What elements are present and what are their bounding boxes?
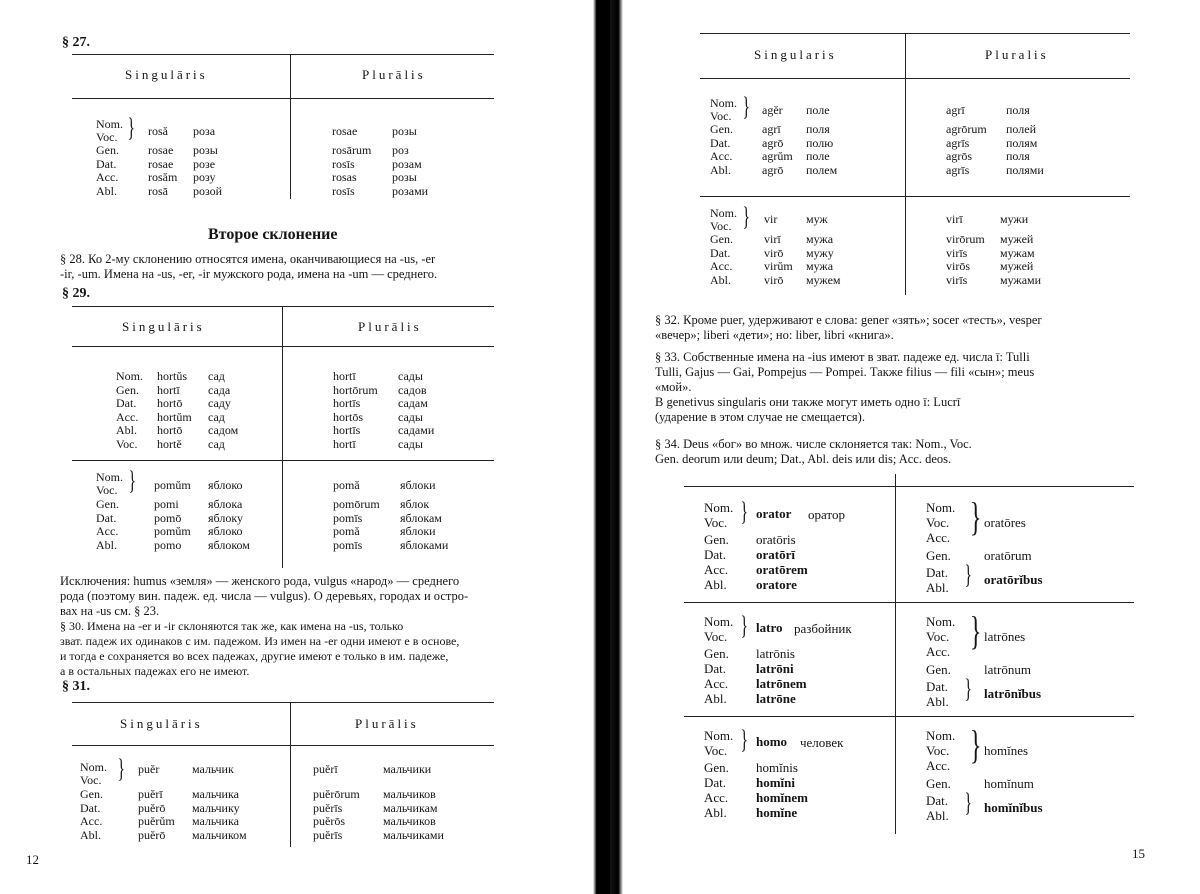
form: pomōrum bbox=[333, 497, 380, 511]
translation: мужей bbox=[1000, 232, 1034, 246]
case-label: Abl. bbox=[926, 694, 949, 709]
page-number: 12 bbox=[26, 852, 39, 867]
form: agrŭm bbox=[762, 149, 793, 163]
table-rule bbox=[72, 346, 494, 347]
case-label: Nom. bbox=[926, 500, 956, 515]
brace: } bbox=[740, 725, 748, 754]
case-label: Voc. bbox=[704, 743, 728, 758]
form: rosăm bbox=[148, 170, 178, 184]
table-rule bbox=[72, 54, 494, 55]
case-label: Acc. bbox=[80, 814, 103, 828]
form: homĭnis bbox=[756, 760, 798, 775]
translation: полями bbox=[1006, 162, 1044, 177]
translation: мальчика bbox=[192, 814, 239, 828]
form: hortī bbox=[157, 382, 180, 397]
form: homĭnĭbus bbox=[984, 800, 1043, 815]
table-rule bbox=[684, 716, 1134, 717]
table-rule bbox=[700, 196, 1130, 197]
form: rosae bbox=[148, 156, 174, 171]
form: virī bbox=[946, 212, 963, 226]
case-label: Gen. bbox=[704, 646, 729, 661]
case-label: Gen. bbox=[96, 143, 119, 157]
form: agrōs bbox=[946, 149, 972, 163]
form: pomŭm bbox=[154, 524, 191, 538]
translation: мужу bbox=[806, 245, 834, 260]
form: virō bbox=[764, 245, 784, 260]
case-label: Acc. bbox=[926, 644, 951, 659]
form: latrōnis bbox=[756, 646, 795, 661]
case-label: Dat. bbox=[116, 396, 137, 410]
table-rule bbox=[72, 98, 494, 99]
brace: } bbox=[969, 608, 982, 653]
translation: яблоко bbox=[208, 524, 243, 538]
case-label: Gen. bbox=[710, 232, 733, 246]
translation: мужами bbox=[1000, 272, 1042, 287]
form: puĕrō bbox=[138, 800, 166, 815]
translation: яблоку bbox=[208, 510, 243, 525]
brace: } bbox=[740, 611, 748, 640]
form: homĭne bbox=[756, 805, 798, 820]
translation: мальчиков bbox=[383, 787, 436, 801]
form: oratōrum bbox=[984, 548, 1032, 563]
form: hortĕ bbox=[157, 436, 182, 451]
translation: человек bbox=[800, 735, 844, 750]
case-label: Abl. bbox=[710, 272, 731, 287]
translation: разбойник bbox=[794, 621, 852, 636]
brace: } bbox=[964, 674, 972, 703]
page-number: 15 bbox=[1132, 846, 1145, 861]
form: agrīs bbox=[946, 162, 970, 177]
case-label: Nom. bbox=[926, 614, 956, 629]
form: puĕrīs bbox=[313, 800, 343, 815]
form: virō bbox=[764, 272, 784, 287]
form: homĭni bbox=[756, 775, 796, 790]
translation: полей bbox=[1006, 122, 1036, 136]
translation: сад bbox=[208, 369, 225, 383]
form: agrō bbox=[762, 135, 784, 150]
case-label: Gen. bbox=[926, 662, 951, 677]
translation: розы bbox=[193, 143, 218, 157]
form: homĭnes bbox=[984, 743, 1029, 758]
form: hortī bbox=[333, 436, 356, 451]
translation: полям bbox=[1006, 135, 1038, 150]
translation: розой bbox=[193, 183, 223, 198]
translation: мальчики bbox=[383, 762, 432, 776]
brace: } bbox=[742, 92, 750, 121]
table-rule bbox=[72, 745, 494, 746]
brace: } bbox=[740, 497, 748, 526]
translation: яблока bbox=[208, 497, 243, 511]
paragraph: Исключения: humus «земля» — женского рода, vulgus «народ» — среднего рода (поэтому вин. падеж. ед. числа — vulgus). О деревьях, городах и остро- вах на -us см. § 23. bbox=[60, 574, 469, 618]
form: virī bbox=[764, 232, 781, 246]
case-label: Nom. Voc. bbox=[96, 117, 123, 144]
form: hortō bbox=[157, 396, 183, 410]
case-label: Abl. bbox=[704, 577, 727, 592]
translation: саду bbox=[208, 396, 231, 410]
translation: сад bbox=[208, 436, 225, 451]
form: rosārum bbox=[332, 143, 372, 157]
case-label: Dat. bbox=[926, 565, 949, 580]
form: rosă bbox=[148, 124, 168, 138]
form: pomīs bbox=[333, 537, 363, 552]
section-title: Второе склонение bbox=[208, 226, 338, 243]
translation: поля bbox=[1006, 149, 1030, 163]
form: hortŭm bbox=[157, 409, 192, 424]
form: latrōni bbox=[756, 661, 794, 676]
form: agrōrum bbox=[946, 122, 987, 136]
form: oratōres bbox=[984, 515, 1026, 530]
translation: розы bbox=[392, 170, 417, 184]
translation: яблоки bbox=[400, 478, 436, 492]
section-31-label: § 31. bbox=[62, 679, 90, 694]
case-label: Nom. bbox=[116, 369, 143, 383]
form: hortŭs bbox=[157, 369, 187, 383]
case-label: Gen. bbox=[926, 776, 951, 791]
form: hortōrum bbox=[333, 382, 378, 397]
form: homo bbox=[756, 734, 788, 749]
translation: мальчик bbox=[192, 762, 234, 776]
case-label: Acc. bbox=[116, 409, 139, 424]
translation: роз bbox=[392, 143, 409, 157]
case-label: Voc. bbox=[926, 629, 950, 644]
brace: } bbox=[969, 722, 982, 767]
translation: сада bbox=[208, 382, 231, 397]
case-label: Acc. bbox=[704, 790, 729, 805]
singularis-header: Singularis bbox=[754, 47, 837, 62]
case-label: Dat. bbox=[710, 245, 731, 260]
table-divider bbox=[290, 54, 291, 199]
case-label: Abl. bbox=[96, 183, 117, 198]
table-rule bbox=[684, 486, 1134, 487]
case-label: Abl. bbox=[80, 827, 101, 842]
case-label: Dat. bbox=[96, 156, 117, 171]
translation: поле bbox=[806, 149, 830, 163]
translation: розе bbox=[193, 156, 216, 171]
pluralis-header: Plurālis bbox=[358, 319, 422, 334]
translation: сады bbox=[398, 436, 423, 451]
form: pomă bbox=[333, 478, 360, 492]
form: rosae bbox=[332, 124, 358, 138]
table-rule bbox=[700, 33, 1130, 34]
case-label: Gen. bbox=[96, 497, 119, 511]
form: oratōris bbox=[756, 532, 796, 547]
form: rosā bbox=[148, 183, 168, 198]
case-label: Acc. bbox=[710, 149, 733, 163]
case-label: Voc. bbox=[926, 743, 950, 758]
form: oratōrī bbox=[756, 547, 795, 562]
case-label: Dat. bbox=[80, 800, 101, 815]
singularis-header: Singulāris bbox=[125, 67, 208, 82]
brace: } bbox=[964, 788, 972, 817]
case-label: Dat. bbox=[710, 135, 731, 150]
paragraph: § 34. Deus «бог» во множ. числе склоняется так: Nom., Voc. Gen. deorum или deum; Dat., Abl. deis или dis; Acc. deos. bbox=[655, 437, 972, 466]
case-label: Dat. bbox=[704, 547, 727, 562]
translation: яблоки bbox=[400, 524, 436, 538]
form: puĕr bbox=[138, 762, 160, 776]
case-label: Acc. bbox=[704, 562, 729, 577]
form: oratore bbox=[756, 577, 797, 592]
translation: садам bbox=[398, 396, 428, 410]
case-label: Gen. bbox=[116, 382, 139, 397]
case-label: Acc. bbox=[926, 530, 951, 545]
paragraph: § 30. Имена на -er и -ir склоняются так же, как имена на -us, только зват. падеж их одинаков с им. падежом. Из имен на -er одни имеют e в основе, и тогда e сохраняется во всех падежах, другие имеют e только в им. падеже, а в остальных падежах его не имеют. bbox=[60, 619, 460, 678]
translation: яблоком bbox=[208, 537, 250, 552]
table-divider bbox=[290, 702, 291, 847]
case-label: Nom. bbox=[704, 500, 734, 515]
form: virōs bbox=[946, 259, 970, 273]
case-label: Gen. bbox=[926, 548, 951, 563]
form: puĕrōrum bbox=[313, 787, 360, 801]
case-label: Dat. bbox=[926, 793, 949, 808]
form: pomi bbox=[154, 497, 179, 511]
form: agrī bbox=[762, 122, 781, 136]
translation: яблоко bbox=[208, 478, 243, 492]
form: pomă bbox=[333, 524, 360, 538]
case-label: Acc. bbox=[926, 758, 951, 773]
form: puĕrōs bbox=[313, 814, 345, 828]
translation: роза bbox=[193, 124, 216, 138]
translation: садами bbox=[398, 423, 435, 437]
brace: } bbox=[128, 466, 136, 495]
table-divider bbox=[905, 33, 906, 295]
form: hortōs bbox=[333, 409, 363, 424]
translation: сады bbox=[398, 369, 423, 383]
form: oratōrem bbox=[756, 562, 808, 577]
table-rule bbox=[72, 460, 494, 461]
form: agrī bbox=[946, 103, 965, 117]
case-label: Acc. bbox=[710, 259, 733, 273]
translation: мужей bbox=[1000, 259, 1034, 273]
case-label: Voc. bbox=[704, 515, 728, 530]
case-label: Nom. Voc. bbox=[710, 206, 737, 233]
form: puĕrī bbox=[313, 762, 338, 776]
case-label: Nom. bbox=[926, 728, 956, 743]
form: virīs bbox=[946, 245, 968, 260]
form: hortīs bbox=[333, 423, 361, 437]
paragraph: § 28. Ко 2-му склонению относятся имена, оканчивающиеся на -us, -er -ir, -um. Имена на -us, -er, -ir мужского рода, имена на -um — среднего. bbox=[60, 252, 438, 281]
table-rule bbox=[684, 602, 1134, 603]
form: latrōne bbox=[756, 691, 796, 706]
translation: розу bbox=[193, 170, 216, 184]
translation: мужи bbox=[1000, 212, 1029, 226]
form: rosas bbox=[332, 170, 357, 184]
translation: садов bbox=[398, 382, 427, 397]
form: pomŭm bbox=[154, 478, 191, 492]
case-label: Abl. bbox=[704, 805, 727, 820]
form: virŭm bbox=[764, 259, 793, 273]
translation: сад bbox=[208, 409, 225, 424]
form: hortīs bbox=[333, 396, 361, 410]
form: pomīs bbox=[333, 510, 363, 525]
form: puĕrō bbox=[138, 827, 166, 842]
translation: розам bbox=[392, 156, 422, 171]
paragraph: § 33. Собственные имена на -ius имеют в зват. падеже ед. числа ī: Tulli Tulli, Gajus — Gai, Pompejus — Pompei. Также filius — fili «сын»; meus «мой». В genetivus singularis они также могут иметь одно ī: Lucrī (ударение в этом случае не смещается). bbox=[655, 350, 1035, 424]
form: agĕr bbox=[762, 103, 783, 117]
translation: оратор bbox=[808, 507, 845, 522]
form: puĕrī bbox=[138, 787, 163, 801]
case-label: Acc. bbox=[96, 170, 119, 184]
translation: мальчикам bbox=[383, 800, 438, 815]
translation: садом bbox=[208, 423, 239, 437]
case-label: Gen. bbox=[80, 787, 103, 801]
table-rule bbox=[700, 78, 1130, 79]
case-label: Acc. bbox=[96, 524, 119, 538]
form: puĕrīs bbox=[313, 827, 343, 842]
table-rule bbox=[72, 306, 494, 307]
translation: розами bbox=[392, 183, 429, 198]
pluralis-header: Plurālis bbox=[355, 716, 419, 731]
section-29-label: § 29. bbox=[62, 286, 90, 301]
brace: } bbox=[742, 202, 750, 231]
form: agrō bbox=[762, 162, 784, 177]
case-label: Abl. bbox=[926, 580, 949, 595]
pluralis-header: Pluralis bbox=[985, 47, 1049, 62]
translation: мальчиком bbox=[192, 827, 247, 842]
table-divider bbox=[895, 474, 896, 834]
singularis-header: Singulāris bbox=[122, 319, 205, 334]
form: homĭnum bbox=[984, 776, 1034, 791]
case-label: Nom. Voc. bbox=[80, 760, 107, 787]
case-label: Gen. bbox=[704, 532, 729, 547]
translation: поле bbox=[806, 103, 830, 117]
case-label: Voc. bbox=[704, 629, 728, 644]
form: orator bbox=[756, 506, 792, 521]
form: latro bbox=[756, 620, 783, 635]
case-label: Gen. bbox=[710, 122, 733, 136]
case-label: Abl. bbox=[926, 808, 949, 823]
translation: мальчиков bbox=[383, 814, 436, 828]
translation: муж bbox=[806, 212, 828, 226]
form: rosae bbox=[148, 143, 174, 157]
translation: мужа bbox=[806, 259, 834, 273]
case-label: Voc. bbox=[926, 515, 950, 530]
brace: } bbox=[127, 113, 135, 142]
case-label: Abl. bbox=[704, 691, 727, 706]
case-label: Abl. bbox=[96, 537, 117, 552]
form: hortō bbox=[157, 423, 183, 437]
brace: } bbox=[117, 754, 125, 783]
translation: мальчика bbox=[192, 787, 239, 801]
case-label: Dat. bbox=[704, 775, 727, 790]
form: latrōnes bbox=[984, 629, 1026, 644]
translation: мальчику bbox=[192, 800, 240, 815]
form: hortī bbox=[333, 369, 356, 383]
singularis-header: Singulāris bbox=[120, 716, 203, 731]
translation: мальчиками bbox=[383, 827, 444, 842]
translation: мужа bbox=[806, 232, 834, 246]
translation: яблок bbox=[400, 497, 430, 511]
form: latrōnĭbus bbox=[984, 686, 1042, 701]
form: homĭnem bbox=[756, 790, 808, 805]
paragraph: § 32. Кроме puer, удерживают e слова: gener «зять»; socer «тесть», vesper «вечер»; liberi «дети»; но: liber, libri «книга». bbox=[655, 313, 1042, 342]
translation: мужем bbox=[806, 272, 841, 287]
form: latrōnum bbox=[984, 662, 1031, 677]
case-label: Dat. bbox=[704, 661, 727, 676]
translation: полю bbox=[806, 135, 834, 150]
translation: мужам bbox=[1000, 245, 1035, 260]
case-label: Nom. Voc. bbox=[710, 96, 737, 123]
form: vir bbox=[764, 212, 778, 226]
case-label: Acc. bbox=[704, 676, 729, 691]
case-label: Dat. bbox=[926, 679, 949, 694]
case-label: Nom. Voc. bbox=[96, 470, 123, 497]
translation: сады bbox=[398, 409, 423, 424]
translation: поля bbox=[806, 122, 830, 136]
form: latrōnem bbox=[756, 676, 807, 691]
case-label: Abl. bbox=[116, 423, 137, 437]
case-label: Nom. bbox=[704, 614, 734, 629]
brace: } bbox=[964, 560, 972, 589]
case-label: Nom. bbox=[704, 728, 734, 743]
translation: полем bbox=[806, 162, 838, 177]
form: rosīs bbox=[332, 183, 355, 198]
table-rule bbox=[72, 702, 494, 703]
translation: яблоками bbox=[400, 537, 449, 552]
form: puĕrŭm bbox=[138, 814, 175, 828]
case-label: Abl. bbox=[710, 162, 731, 177]
form: virīs bbox=[946, 272, 968, 287]
form: pomo bbox=[154, 537, 182, 552]
pluralis-header: Plurālis bbox=[362, 67, 426, 82]
brace: } bbox=[969, 494, 982, 539]
form: agrīs bbox=[946, 135, 970, 150]
case-label: Gen. bbox=[704, 760, 729, 775]
form: virōrum bbox=[946, 232, 985, 246]
translation: поля bbox=[1006, 103, 1030, 117]
case-label: Dat. bbox=[96, 510, 117, 525]
translation: розы bbox=[392, 124, 417, 138]
form: rosīs bbox=[332, 156, 355, 171]
form: oratōrĭbus bbox=[984, 572, 1043, 587]
section-27-label: § 27. bbox=[62, 35, 90, 50]
translation: яблокам bbox=[400, 510, 442, 525]
book-spine-shadow bbox=[600, 0, 610, 894]
form: pomō bbox=[154, 510, 182, 525]
case-label: Voc. bbox=[116, 436, 138, 451]
